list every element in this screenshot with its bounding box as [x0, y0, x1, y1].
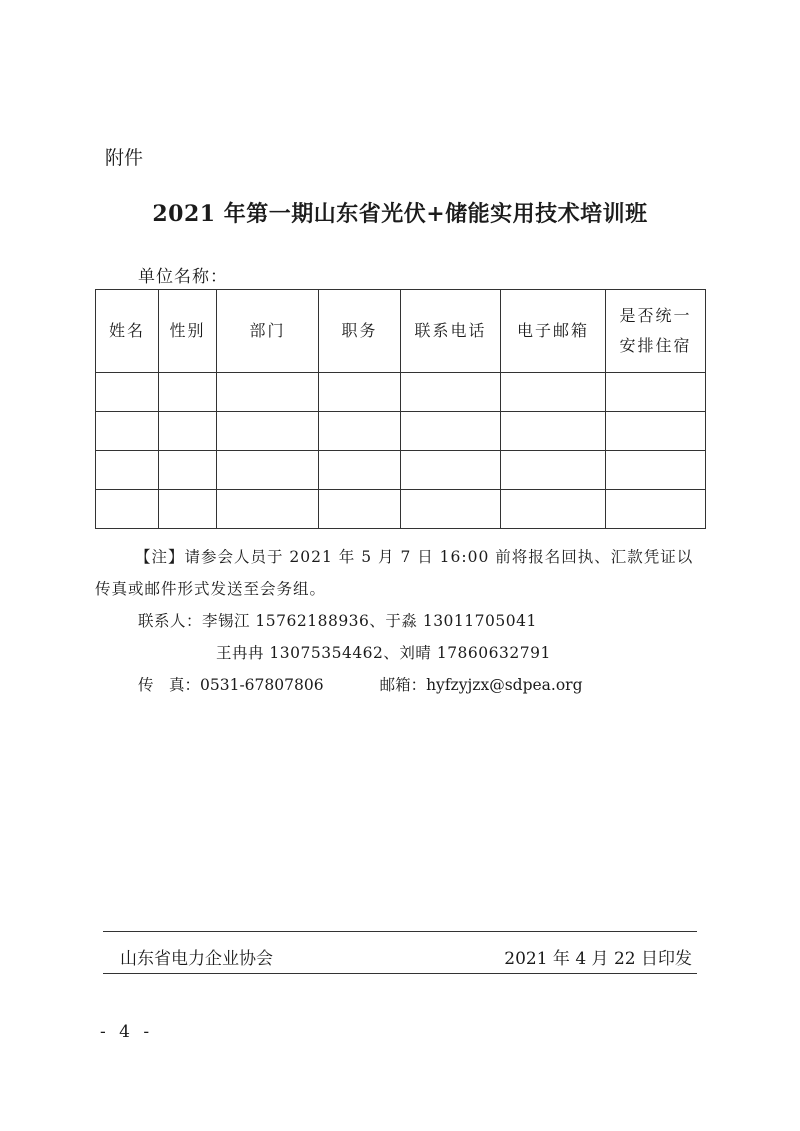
footer-bottom-rule [103, 973, 697, 974]
page-number: - 4 - [100, 1022, 154, 1042]
header-name: 姓名 [96, 290, 159, 373]
header-accommodation: 是否统一 安排住宿 [606, 290, 706, 373]
table-row [96, 490, 706, 529]
footer-top-rule [103, 931, 697, 932]
table-row [96, 412, 706, 451]
email-text[interactable]: 邮箱：hyfzyjzx@sdpea.org [379, 676, 583, 694]
fax-text: 传 真：0531-67807806 [138, 676, 324, 694]
notes-block [95, 541, 705, 701]
fax-email-line [95, 669, 705, 701]
issuing-organization: 山东省电力企业协会 [120, 949, 273, 969]
table-row [96, 451, 706, 490]
issue-date: 2021 年 4 月 22 日印发 [504, 949, 692, 969]
document-title: 2021 年第一期山东省光伏+储能实用技术培训班 [152, 201, 648, 227]
header-department: 部门 [217, 290, 319, 373]
header-phone: 联系电话 [401, 290, 501, 373]
header-position: 职务 [319, 290, 401, 373]
header-email: 电子邮箱 [501, 290, 606, 373]
registration-table [95, 289, 706, 529]
header-gender: 性别 [159, 290, 217, 373]
attachment-label: 附件 [105, 147, 144, 169]
unit-name-label: 单位名称： [138, 267, 228, 287]
contacts-line-2: 王冉冉 13075354462、刘晴 17860632791 [216, 644, 551, 662]
contacts-line-1: 联系人：李锡江 15762188936、于淼 13011705041 [138, 612, 537, 630]
note-text: 【注】请参会人员于 2021 年 5 月 7 日 16:00 前将报名回执、汇款凭证以传真或邮件形式发送至会务组。 [95, 548, 694, 598]
table-row [96, 373, 706, 412]
table-header-row [96, 290, 706, 373]
